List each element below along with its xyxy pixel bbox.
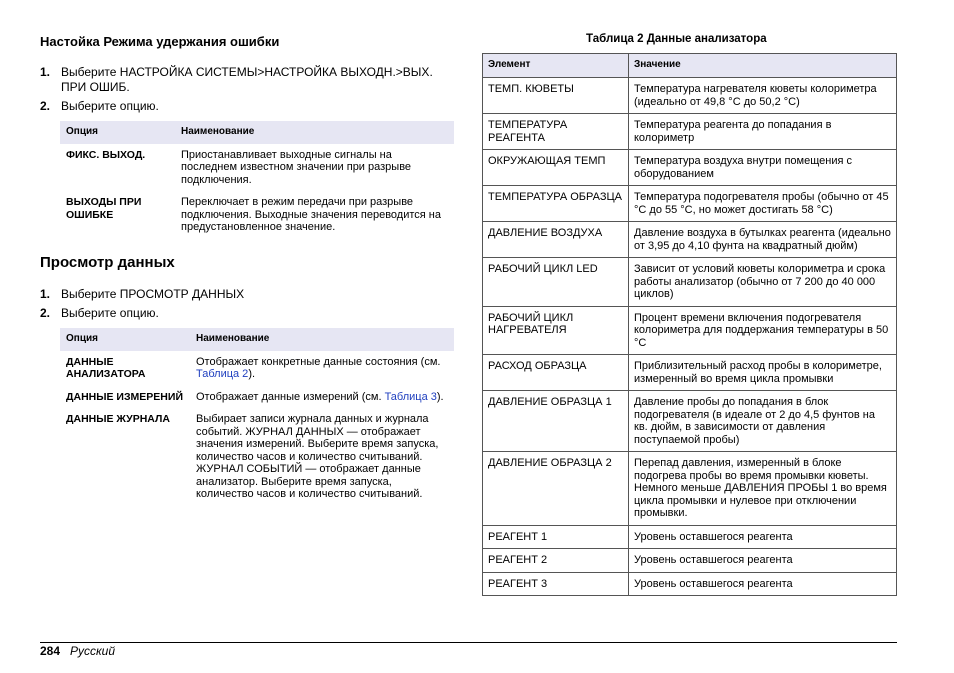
value-cell: Температура воздуха внутри помещения с оборудованием xyxy=(629,150,897,186)
options-table-2 xyxy=(60,328,454,506)
column-header: Опция xyxy=(60,328,190,351)
table-row xyxy=(483,186,897,222)
description-text: Отображает конкретные данные состояния (см. xyxy=(196,355,441,368)
table-row xyxy=(483,572,897,596)
element-cell: РЕАГЕНТ 2 xyxy=(483,549,629,573)
table-header-row xyxy=(60,328,454,351)
option-name: ДАННЫЕ АНАЛИЗАТОРА xyxy=(66,355,146,380)
step-item xyxy=(40,65,440,95)
value-cell: Уровень оставшегося реагента xyxy=(629,572,897,596)
value-cell: Температура подогревателя пробы (обычно от 45 °C до 55 °C, но может достигать 58 °C) xyxy=(629,186,897,222)
step-text: Выберите опцию. xyxy=(61,99,159,113)
description-text: ). xyxy=(248,368,256,380)
option-name: ВЫХОДЫ ПРИ ОШИБКЕ xyxy=(66,196,142,221)
value-cell: Зависит от условий кюветы колориметра и срока работы анализатор (обычно от 7 200 до 40 000 циклов) xyxy=(629,258,897,307)
footer-divider xyxy=(40,642,897,643)
options-table-1 xyxy=(60,121,454,239)
value-cell: Температура реагента до попадания в колориметр xyxy=(629,114,897,150)
table-header-row xyxy=(483,54,897,78)
column-header: Наименование xyxy=(175,121,454,144)
column-header: Наименование xyxy=(190,328,454,351)
value-cell: Давление воздуха в бутылках реагента (идеально от 3,95 до 4,10 фунта на квадратный дюйм) xyxy=(629,222,897,258)
table-row xyxy=(483,78,897,114)
table-row xyxy=(483,452,897,526)
analyzer-data-table xyxy=(482,53,897,596)
step-text: Выберите опцию. xyxy=(61,306,159,320)
option-description xyxy=(190,386,454,409)
table-row xyxy=(60,386,454,409)
value-cell: Давление пробы до попадания в блок подогревателя (в идеале от 2 до 4,5 фунтов на кв. дюйм, в зависимости от давления поступаемой пробы) xyxy=(629,391,897,452)
steps-list-2 xyxy=(40,287,440,325)
element-cell: ТЕМПЕРАТУРА РЕАГЕНТА xyxy=(483,114,629,150)
element-cell: РАБОЧИЙ ЦИКЛ LED xyxy=(483,258,629,307)
value-cell: Уровень оставшегося реагента xyxy=(629,525,897,549)
section-heading-error-hold: Настойка Режима удержания ошибки xyxy=(40,34,280,49)
element-cell: ОКРУЖАЮЩАЯ ТЕМП xyxy=(483,150,629,186)
table-row xyxy=(60,191,454,239)
table-row xyxy=(60,144,454,192)
table-3-link[interactable]: Таблица 3 xyxy=(384,390,437,403)
step-number: 1. xyxy=(40,287,51,301)
table-header-row xyxy=(60,121,454,144)
step-item xyxy=(40,287,440,302)
column-header: Элемент xyxy=(483,54,629,78)
table-row xyxy=(483,549,897,573)
value-cell: Уровень оставшегося реагента xyxy=(629,549,897,573)
steps-list-1 xyxy=(40,65,440,118)
element-cell: ТЕМП. КЮВЕТЫ xyxy=(483,78,629,114)
table-row xyxy=(483,391,897,452)
table-row xyxy=(483,355,897,391)
table-row xyxy=(483,222,897,258)
description-text: ). xyxy=(436,390,444,403)
element-cell: РАБОЧИЙ ЦИКЛ НАГРЕВАТЕЛЯ xyxy=(483,306,629,355)
column-header: Опция xyxy=(60,121,175,144)
element-cell: ТЕМПЕРАТУРА ОБРАЗЦА xyxy=(483,186,629,222)
table-row xyxy=(483,306,897,355)
table-row xyxy=(483,258,897,307)
value-cell: Перепад давления, измеренный в блоке подогрева пробы во время промывки кюветы. Немного меньше ДАВЛЕНИЯ ПРОБЫ 1 во время цикла промывки и нулевое при отключении промывки. xyxy=(629,452,897,526)
option-description xyxy=(190,351,454,386)
value-cell: Температура нагревателя кюветы колориметра (идеально от 49,8 °C до 50,2 °C) xyxy=(629,78,897,114)
element-cell: ДАВЛЕНИЕ ОБРАЗЦА 2 xyxy=(483,452,629,526)
element-cell: РАСХОД ОБРАЗЦА xyxy=(483,355,629,391)
element-cell: ДАВЛЕНИЕ ВОЗДУХА xyxy=(483,222,629,258)
value-cell: Приблизительный расход пробы в колориметре, измеренный во время цикла промывки xyxy=(629,355,897,391)
element-cell: РЕАГЕНТ 1 xyxy=(483,525,629,549)
element-cell: ДАВЛЕНИЕ ОБРАЗЦА 1 xyxy=(483,391,629,452)
option-description: Переключает в режим передачи при разрыве подключения. Выходные значения переводится на предустановленное значение. xyxy=(181,196,441,233)
table-caption: Таблица 2 Данные анализатора xyxy=(586,33,767,45)
value-cell: Процент времени включения подогревателя колориметра для поддержания температуры в 50 °C xyxy=(629,306,897,355)
option-name: ДАННЫЕ ЖУРНАЛА xyxy=(66,413,170,425)
step-number: 2. xyxy=(40,99,51,113)
option-description: Выбирает записи журнала данных и журнала событий. ЖУРНАЛ ДАННЫХ — отображает значения измерений. Выберите время запуска, количество часов и количество считываний. ЖУРНАЛ СОБЫТИЙ — отображает данные анализатор. Выберите время запуска, количество часов и количество считываний. xyxy=(196,413,439,500)
table-row xyxy=(483,150,897,186)
section-heading-view-data: Просмотр данных xyxy=(40,254,175,271)
option-description: Приостанавливает выходные сигналы на последнем известном значении при разрыве подключения. xyxy=(181,148,412,186)
step-number: 1. xyxy=(40,65,51,79)
table-row xyxy=(483,114,897,150)
page-number: 284 xyxy=(40,644,61,658)
table-2-link[interactable]: Таблица 2 xyxy=(196,368,249,380)
element-cell: РЕАГЕНТ 3 xyxy=(483,572,629,596)
table-row xyxy=(60,351,454,386)
option-name: ДАННЫЕ ИЗМЕРЕНИЙ xyxy=(66,390,183,403)
option-name: ФИКС. ВЫХОД. xyxy=(66,148,146,161)
description-text: Отображает данные измерений (см. xyxy=(196,390,385,403)
step-number: 2. xyxy=(40,306,51,320)
step-text: Выберите ПРОСМОТР ДАННЫХ xyxy=(61,287,245,301)
footer-language: Русский xyxy=(70,644,116,658)
step-item xyxy=(40,99,440,114)
step-text: Выберите НАСТРОЙКА СИСТЕМЫ>НАСТРОЙКА ВЫХОДН.>ВЫХ. ПРИ ОШИБ. xyxy=(61,65,433,94)
column-header: Значение xyxy=(629,54,897,78)
step-item xyxy=(40,306,440,321)
table-row xyxy=(483,525,897,549)
table-row xyxy=(60,408,454,506)
